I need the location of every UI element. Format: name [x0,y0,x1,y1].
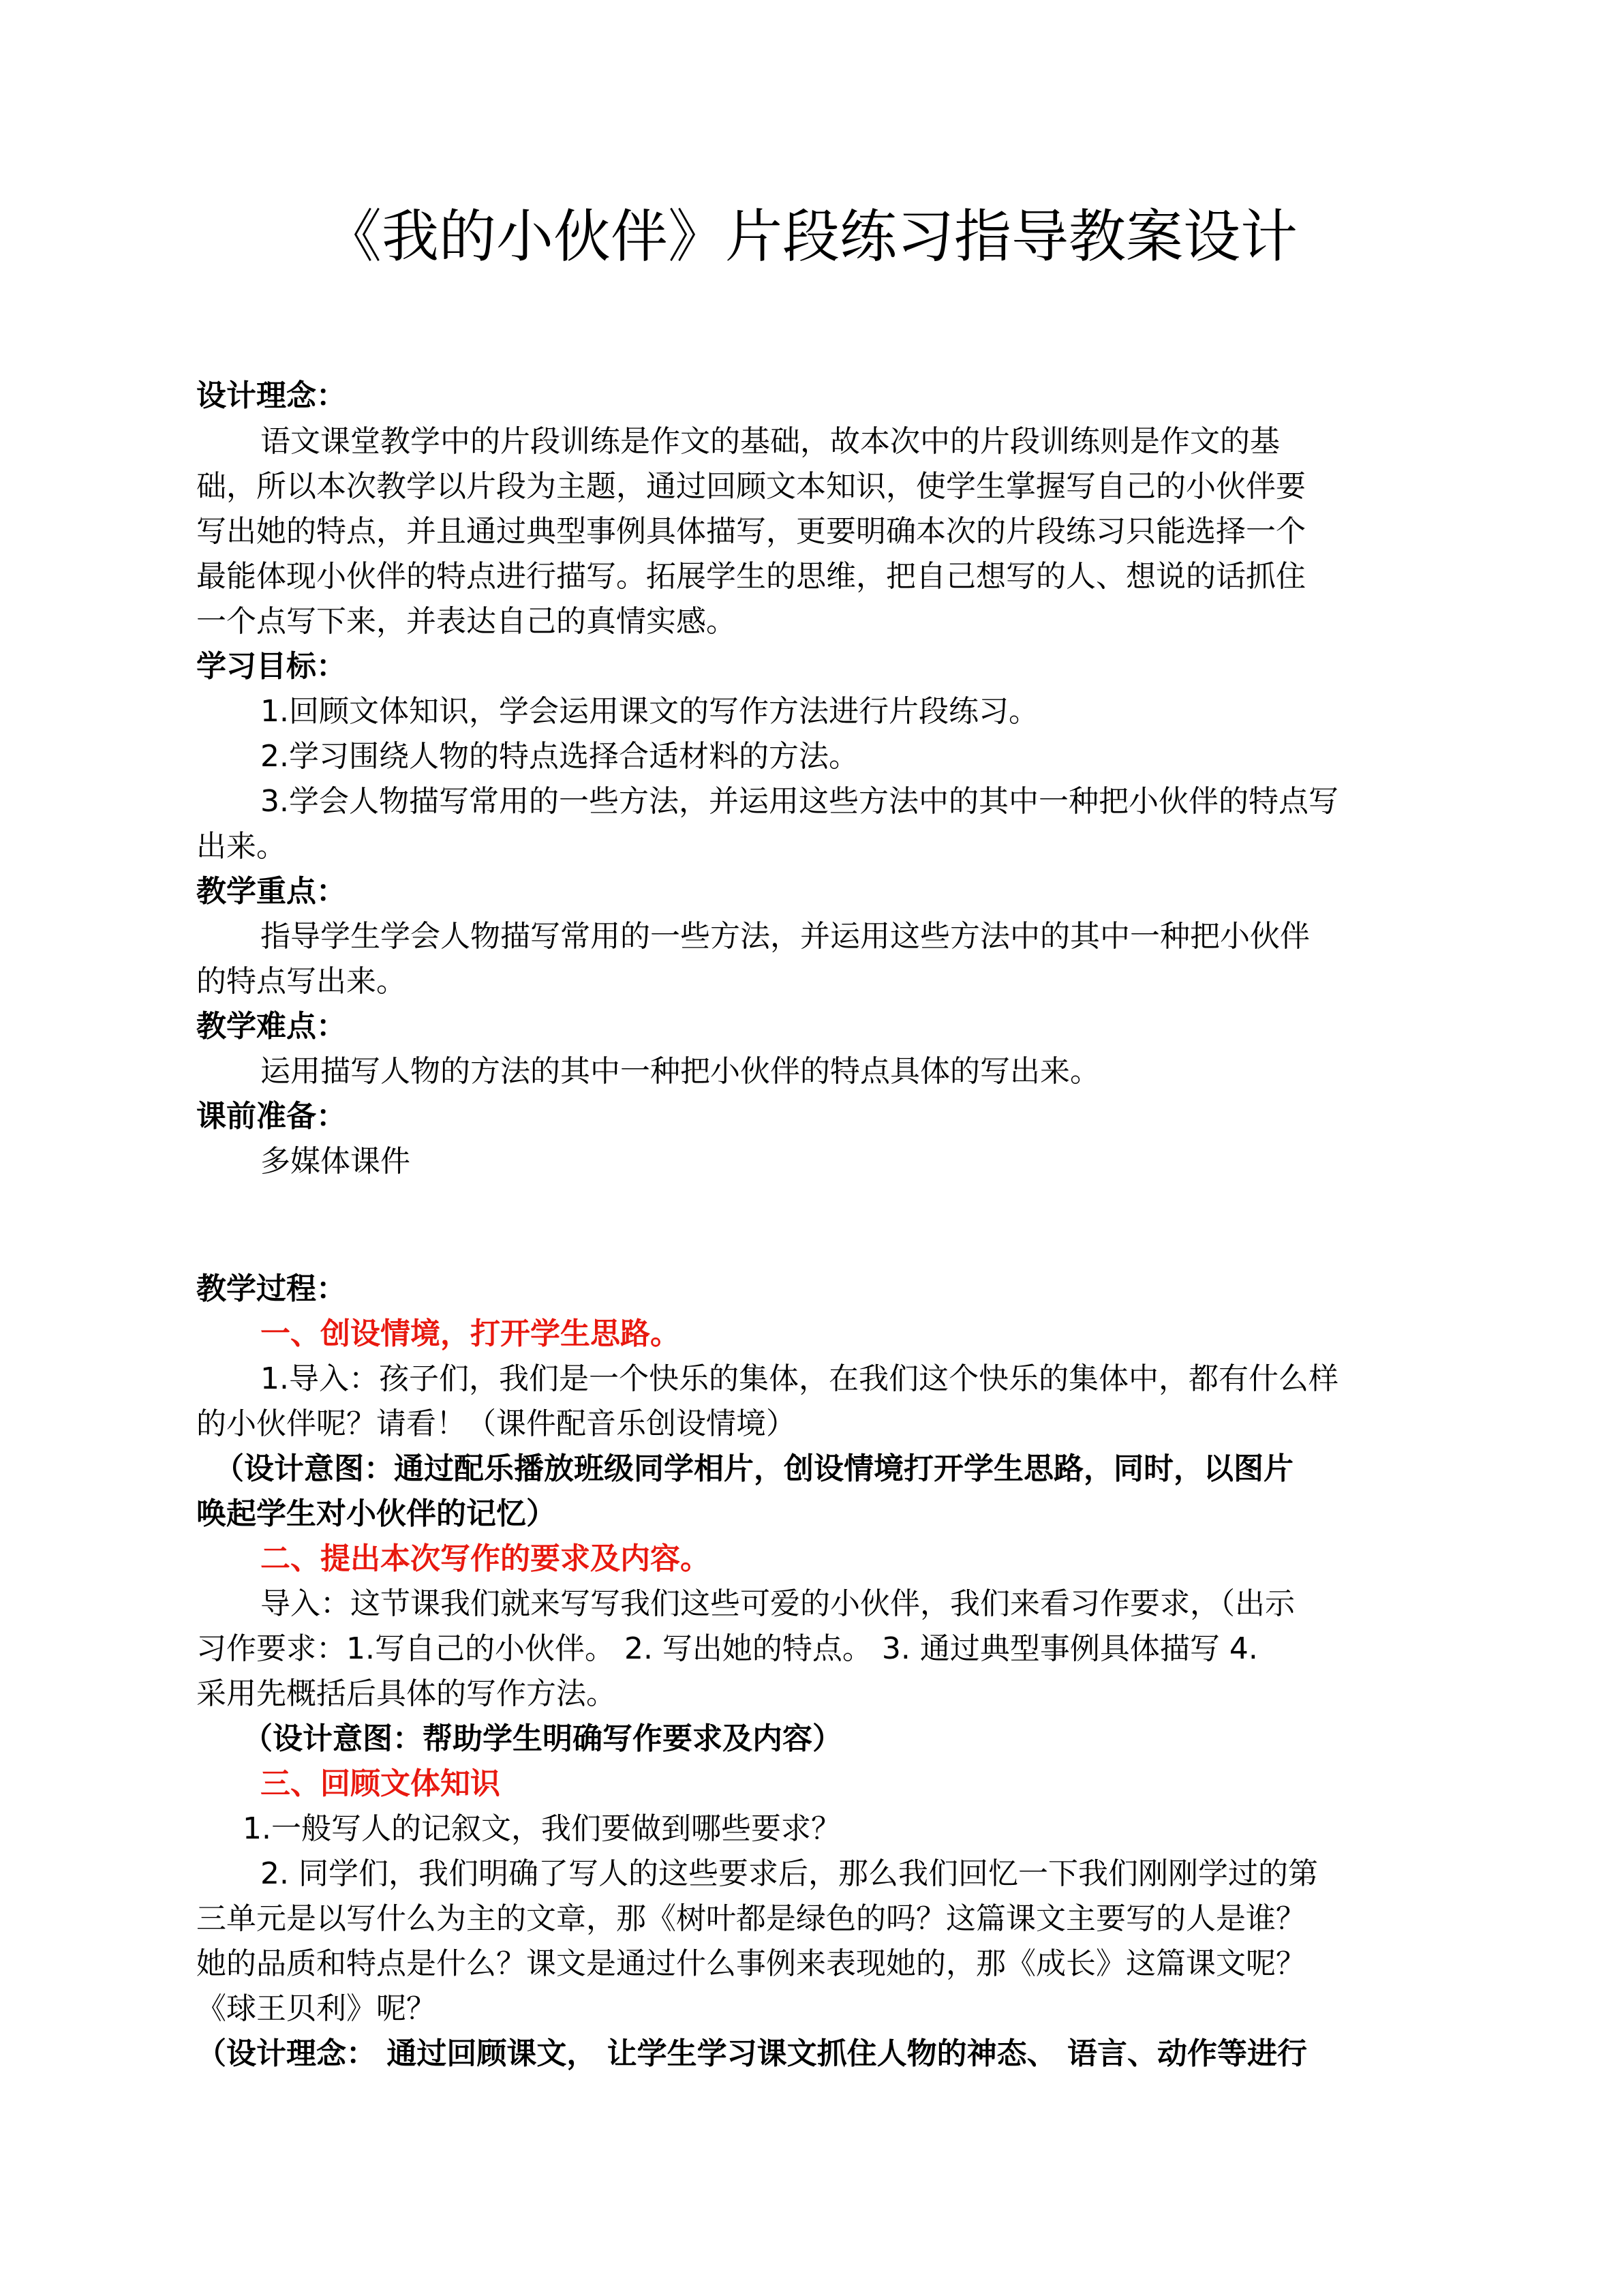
paragraph-line: 习作要求：1.写自己的小伙伴。 2. 写出她的特点。 3. 通过典型事例具体描写 4. [196,1631,1258,1666]
section-heading-learning-goals: 学习目标： [196,649,346,684]
paragraph-line: 多媒体课件 [260,1144,410,1179]
paragraph-line: 2. 同学们，我们明确了写人的这些要求后，那么我们回忆一下我们刚刚学过的第 [260,1856,1318,1891]
paragraph-line: 最能体现小伙伴的特点进行描写。拓展学生的思维，把自己想写的人、想说的话抓住 [196,559,1306,594]
list-item: 2.学习围绕人物的特点选择合适材料的方法。 [260,739,859,774]
step-heading-2: 二、提出本次写作的要求及内容。 [260,1541,710,1576]
paragraph-line: 一个点写下来，并表达自己的真情实感。 [196,604,736,639]
section-heading-teaching-process: 教学过程： [196,1271,346,1306]
paragraph-line: 她的品质和特点是什么？课文是通过什么事例来表现她的，那《成长》这篇课文呢？ [196,1946,1306,1981]
list-item: 1.回顾文体知识，学会运用课文的写作方法进行片段练习。 [260,694,1039,729]
paragraph-line: 《球王贝利》呢？ [196,1991,436,2026]
section-heading-preparation: 课前准备： [196,1099,346,1134]
design-concept-note: （设计理念： 通过回顾课文， 让学生学习课文抓住人物的神态、 语言、动作等进行 [196,2036,1307,2071]
paragraph-line: 的特点写出来。 [196,964,406,999]
section-heading-teaching-difficulty: 教学难点： [196,1009,346,1044]
paragraph-line: 写出她的特点，并且通过典型事例具体描写，更要明确本次的片段练习只能选择一个 [196,514,1306,549]
paragraph-line: 语文课堂教学中的片段训练是作文的基础，故本次中的片段训练则是作文的基 [260,424,1280,459]
paragraph-line: 采用先概括后具体的写作方法。 [196,1676,616,1711]
list-item-continuation: 出来。 [196,829,286,864]
design-intent-note: 唤起学生对小伙伴的记忆） [196,1496,556,1531]
paragraph-line: 运用描写人物的方法的其中一种把小伙伴的特点具体的写出来。 [260,1054,1100,1089]
document-title: 《我的小伙伴》片段练习指导教案设计 [324,203,1298,270]
paragraph-line: 1.导入：孩子们，我们是一个快乐的集体，在我们这个快乐的集体中，都有什么样 [260,1361,1338,1396]
paragraph-line: 指导学生学会人物描写常用的一些方法，并运用这些方法中的其中一种把小伙伴 [260,919,1310,954]
section-heading-teaching-focus: 教学重点： [196,874,346,909]
step-heading-3: 三、回顾文体知识 [260,1766,500,1801]
section-heading-design-concept: 设计理念： [196,378,346,413]
step-heading-1: 一、创设情境，打开学生思路。 [260,1316,680,1351]
list-item: 3.学会人物描写常用的一些方法，并运用这些方法中的其中一种把小伙伴的特点写 [260,784,1338,819]
paragraph-line: 三单元是以写什么为主的文章，那《树叶都是绿色的吗？这篇课文主要写的人是谁？ [196,1901,1306,1936]
paragraph-line: 础，所以本次教学以片段为主题，通过回顾文本知识，使学生掌握写自己的小伙伴要 [196,469,1306,504]
paragraph-line: 1.一般写人的记叙文，我们要做到哪些要求？ [243,1811,841,1846]
design-intent-note: （设计意图：帮助学生明确写作要求及内容） [243,1721,842,1756]
paragraph-line: 的小伙伴呢？请看！（课件配音乐创设情境） [196,1406,796,1441]
paragraph-line: 导入：这节课我们就来写写我们这些可爱的小伙伴，我们来看习作要求，（出示 [260,1586,1295,1621]
design-intent-note: （设计意图：通过配乐播放班级同学相片，创设情境打开学生思路，同时，以图片 [214,1451,1294,1486]
